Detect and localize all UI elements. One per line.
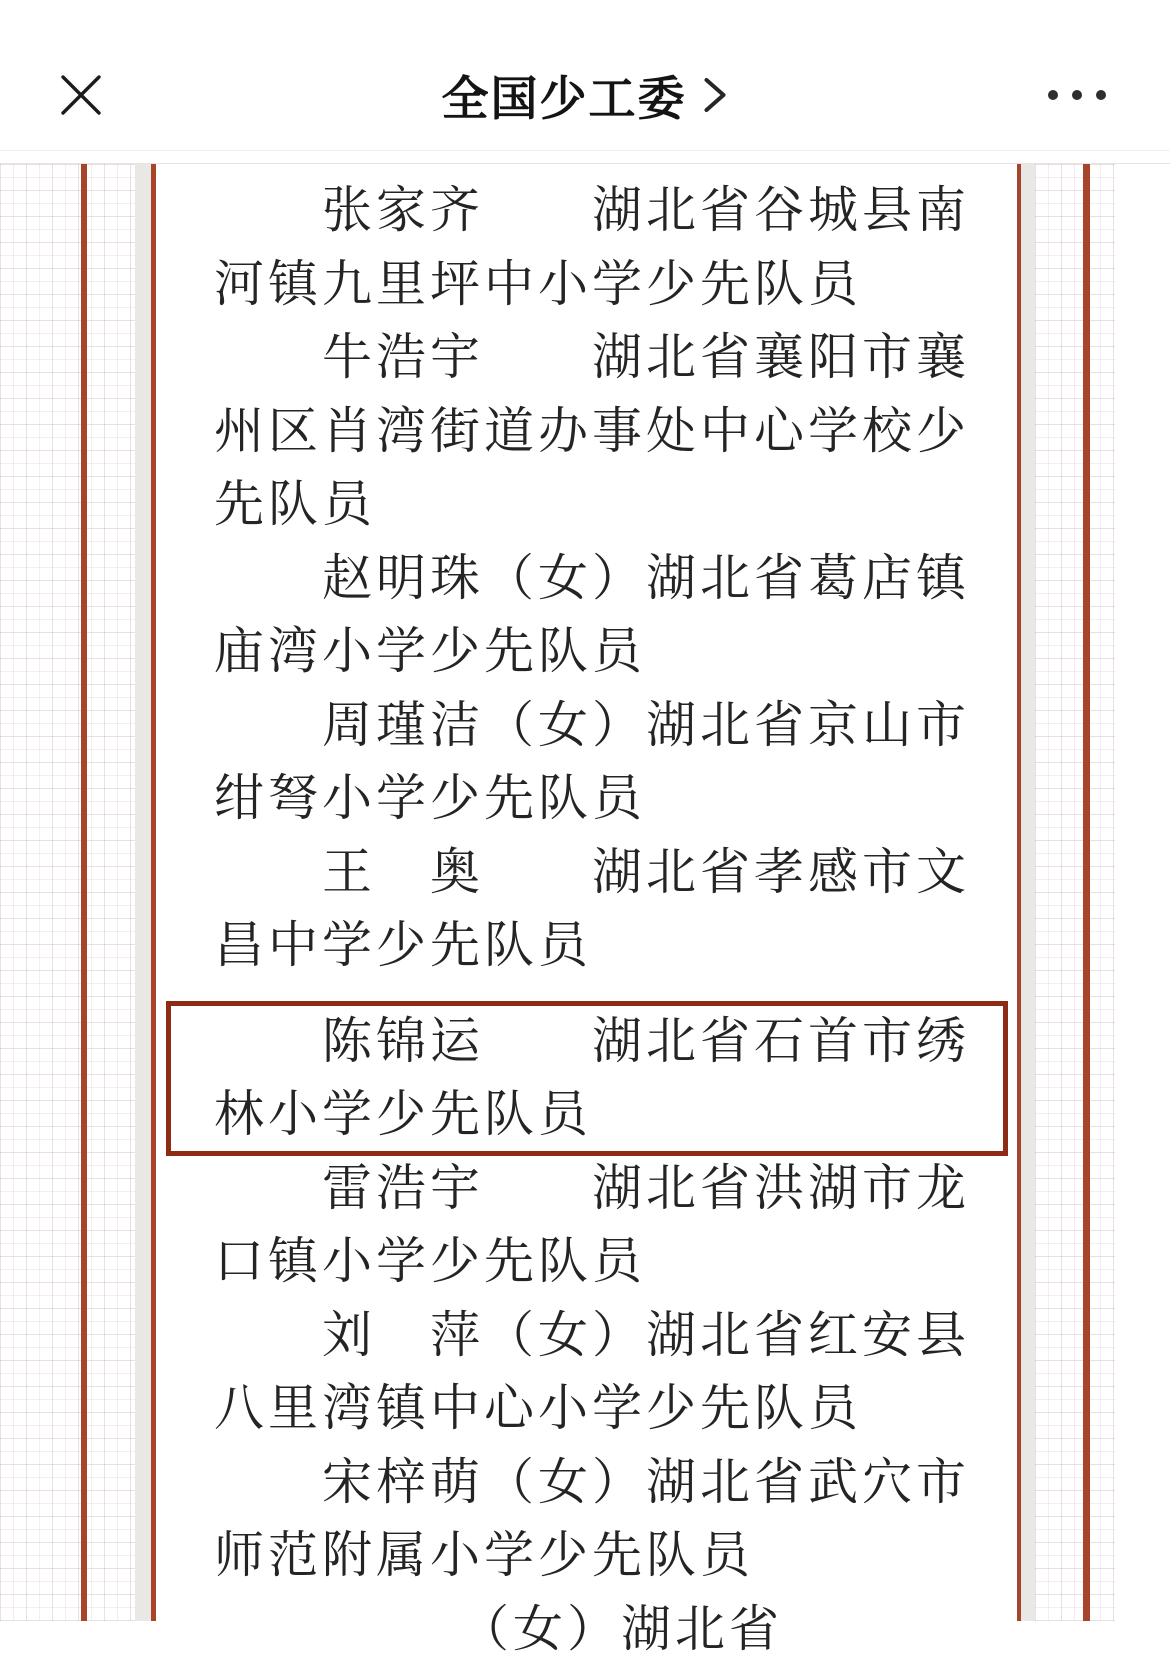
doc-line: 张家齐 湖北省谷城县南 (214, 174, 1017, 248)
doc-line: 林小学少先队员 (214, 1078, 1017, 1152)
scan-shadow-left (135, 164, 151, 1621)
close-x-icon (58, 72, 104, 118)
doc-line: 雷浩宇 湖北省洪湖市龙 (214, 1152, 1017, 1226)
doc-line: 宋梓萌（女）湖北省武穴市 (214, 1446, 1017, 1520)
chevron-right-icon (703, 74, 729, 116)
list-entry (214, 174, 1017, 321)
account-title-link[interactable] (442, 0, 729, 150)
scan-shadow-right (1021, 164, 1035, 1621)
doc-line: 绀弩小学少先队员 (214, 762, 1017, 836)
list-entry (214, 1152, 1017, 1299)
grid-texture-left (0, 164, 135, 1621)
doc-line: 赵明珠（女）湖北省葛店镇 (214, 542, 1017, 616)
list-entry (214, 1299, 1017, 1446)
list-entry (214, 836, 1017, 983)
page-border-right-outer (1083, 164, 1090, 1621)
doc-line: 师范附属小学少先队员 (214, 1519, 1017, 1593)
list-entry (214, 1446, 1017, 1593)
scanned-document (0, 163, 1170, 1621)
list-entry-partial (214, 1593, 1017, 1666)
doc-line: 昌中学少先队员 (214, 909, 1017, 983)
page-title: 全国少工委 (442, 62, 687, 129)
doc-line: 牛浩宇 湖北省襄阳市襄 (214, 321, 1017, 395)
doc-line: 刘 萍（女）湖北省红安县 (214, 1299, 1017, 1373)
document-text (156, 174, 1017, 1666)
more-menu-button[interactable] (1042, 0, 1112, 150)
doc-line: 先队员 (214, 468, 1017, 542)
list-entry (214, 321, 1017, 542)
doc-line: 口镇小学少先队员 (214, 1225, 1017, 1299)
doc-line: 州区肖湾街道办事处中心学校少 (214, 395, 1017, 469)
dot-icon (1096, 90, 1106, 100)
list-entry-highlighted (214, 1005, 1017, 1152)
doc-line: 陈锦运 湖北省石首市绣 (214, 1005, 1017, 1079)
doc-line: 河镇九里坪中小学少先队员 (214, 248, 1017, 322)
document-page (156, 164, 1017, 1621)
doc-line: 庙湾小学少先队员 (214, 615, 1017, 689)
dot-icon (1048, 90, 1058, 100)
doc-line: （女）湖北省 (214, 1593, 1017, 1666)
list-entry (214, 689, 1017, 836)
dot-icon (1072, 90, 1082, 100)
doc-line: 周瑾洁（女）湖北省京山市 (214, 689, 1017, 763)
page-border-right-inner (1017, 164, 1021, 1621)
doc-line: 王 奥 湖北省孝感市文 (214, 836, 1017, 910)
page-border-left-outer (81, 164, 87, 1621)
doc-line: 八里湾镇中心小学少先队员 (214, 1372, 1017, 1446)
navbar (0, 0, 1170, 151)
list-entry (214, 542, 1017, 689)
grid-texture-right (1035, 164, 1115, 1621)
close-button[interactable] (58, 72, 104, 118)
